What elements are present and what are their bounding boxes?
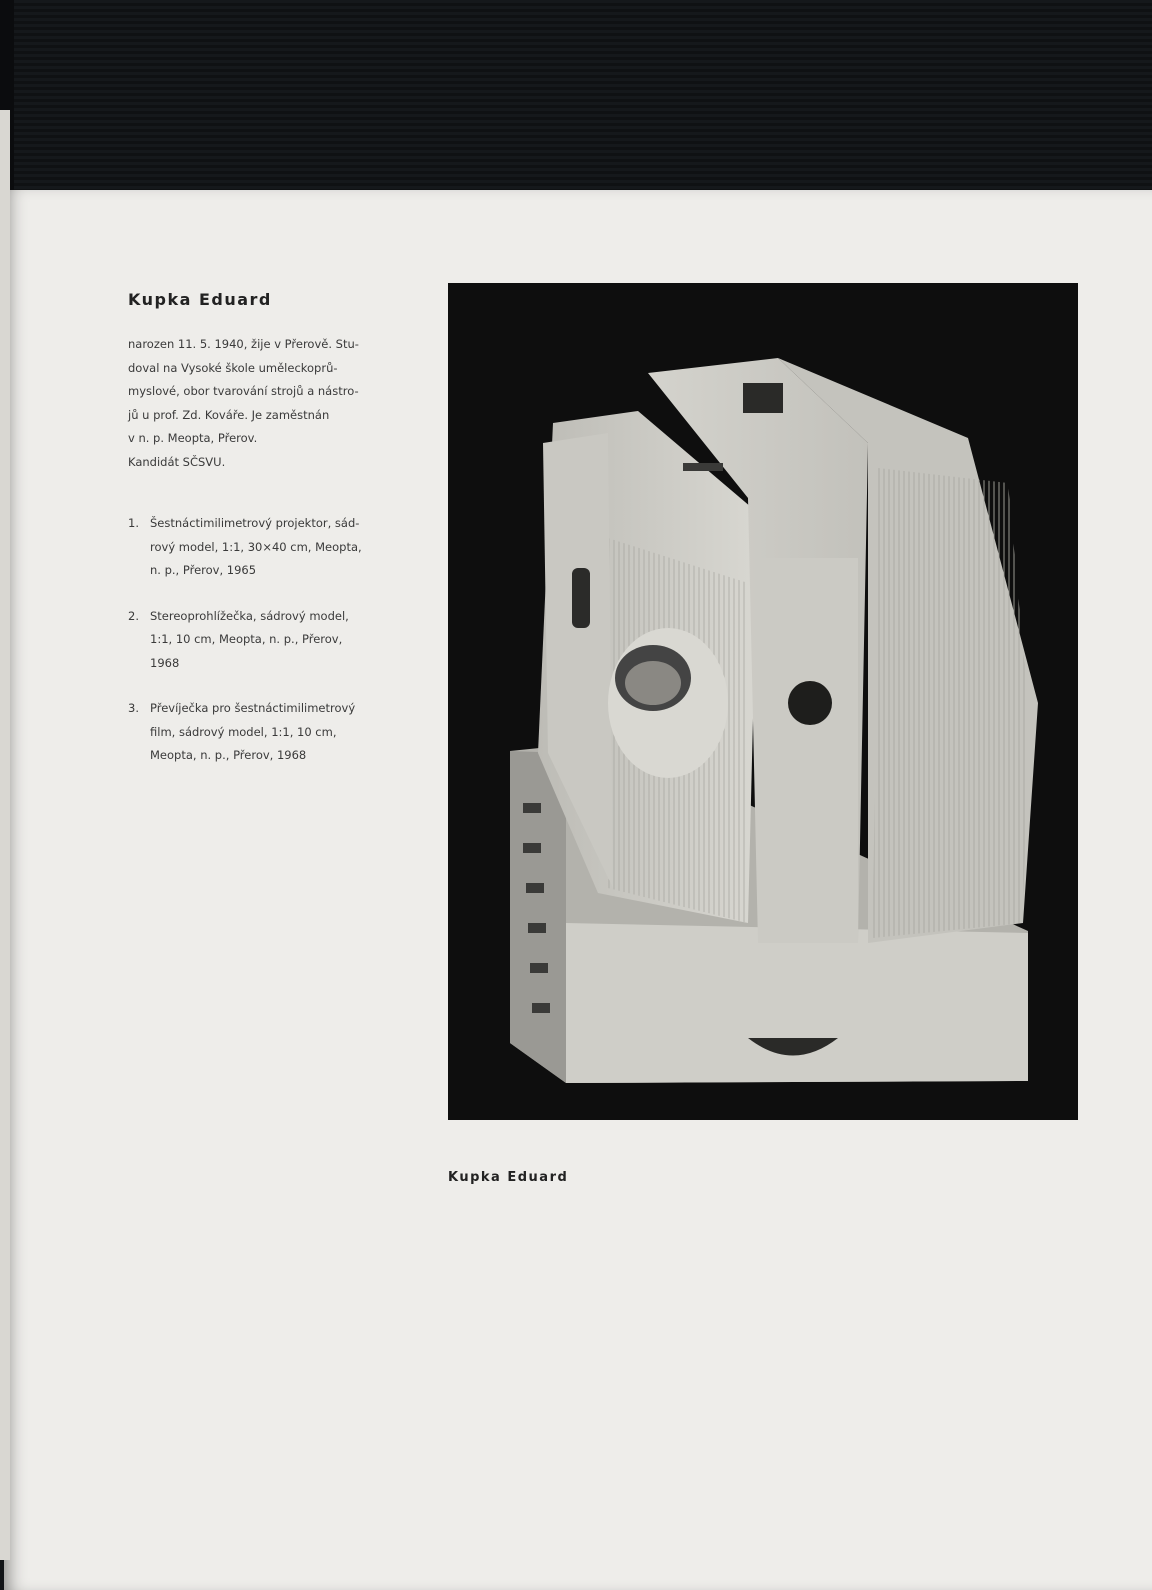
projector-photograph [448, 283, 1078, 1120]
work-line: Převíječka pro šestnáctimilimetrový [150, 701, 356, 715]
author-bio [128, 333, 408, 474]
work-item [128, 605, 418, 676]
work-number: 3. [128, 701, 139, 715]
work-number: 2. [128, 608, 139, 623]
work-line: Šestnáctimilimetrový projektor, sád- [150, 516, 360, 530]
work-item [128, 697, 418, 768]
top-slot [743, 383, 783, 413]
bio-line: myslové, obor tvarování strojů a nástro- [128, 384, 359, 398]
work-line: rový model, 1:1, 30×40 cm, Meopta, [150, 539, 362, 554]
bio-line: doval na Vysoké škole uměleckoprů- [128, 360, 338, 375]
work-item [128, 512, 418, 583]
work-line: 1968 [150, 655, 180, 670]
work-line: n. p., Přerov, 1965 [150, 563, 257, 577]
photo-caption: Kupka Eduard [448, 1170, 569, 1185]
work-number: 1. [128, 516, 139, 530]
bio-line: Kandidát SČSVU. [128, 454, 226, 469]
page-edge [0, 110, 10, 1560]
work-line: film, sádrový model, 1:1, 10 cm, [150, 724, 337, 739]
work-line: Meopta, n. p., Přerov, 1968 [150, 748, 307, 762]
author-heading: Kupka Eduard [128, 290, 272, 309]
knob [572, 568, 590, 628]
work-line: 1:1, 10 cm, Meopta, n. p., Přerov, [150, 632, 343, 646]
control-knob [788, 681, 832, 725]
work-line: Stereoprohlížečka, sádrový model, [150, 608, 349, 623]
bio-line: narozen 11. 5. 1940, žije v Přerově. Stu- [128, 337, 359, 351]
works-list [128, 512, 418, 790]
bio-line: v n. p. Meopta, Přerov. [128, 431, 258, 445]
bio-line: jů u prof. Zd. Kováře. Je zaměstnán [128, 407, 330, 422]
projector-illustration [448, 283, 1078, 1120]
